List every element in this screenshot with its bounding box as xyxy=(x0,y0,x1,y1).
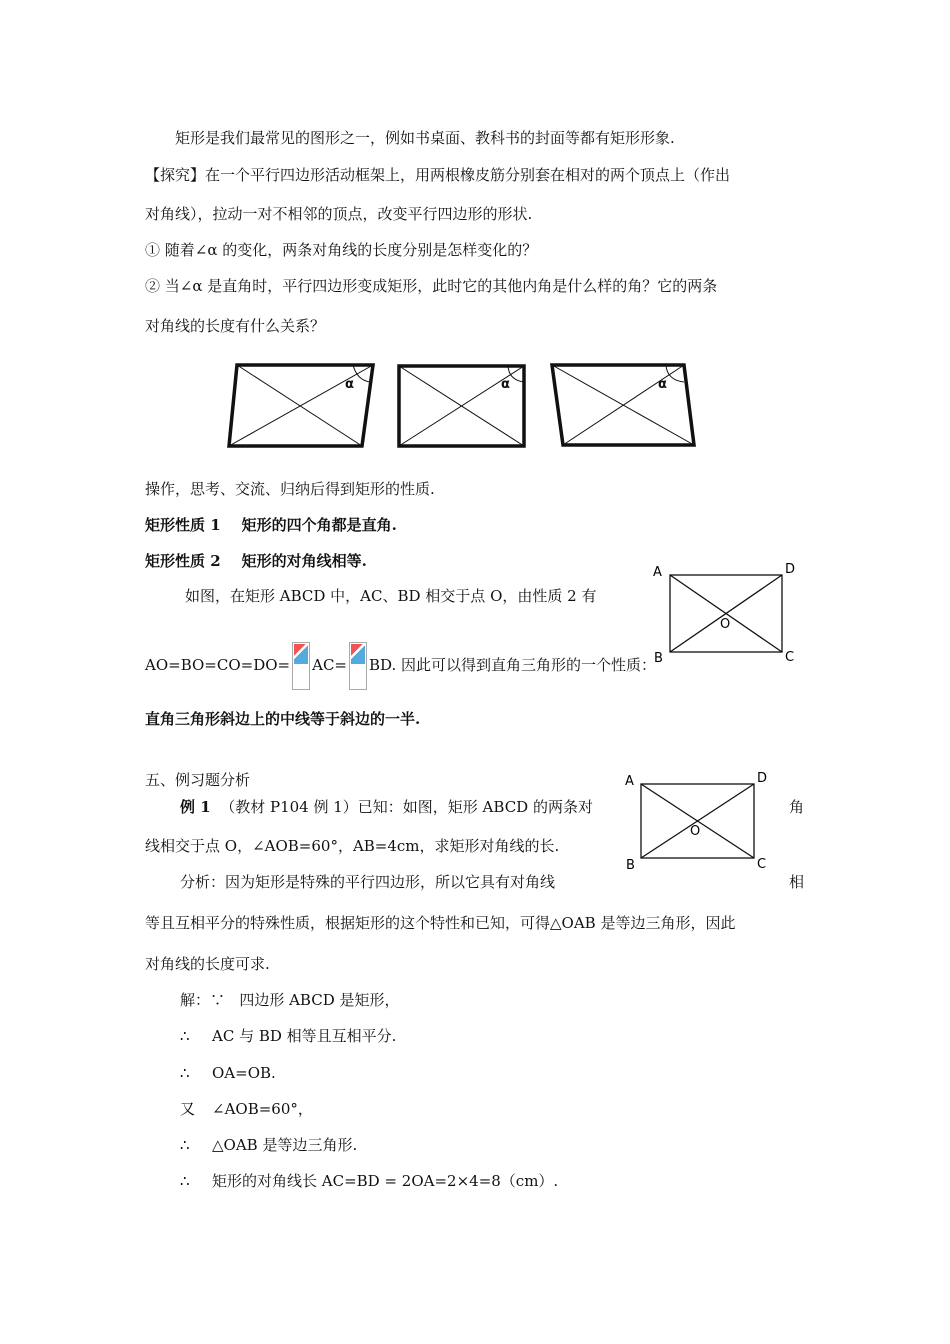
fraction-image-1 xyxy=(292,642,310,690)
label-A: A xyxy=(653,565,662,580)
question-1: ① 随着∠α 的变化，两条对角线的长度分别是怎样变化的？ xyxy=(145,241,538,259)
operate-text: 操作，思考、交流、归纳后得到矩形的性质. xyxy=(145,480,435,498)
solution-text: AC 与 BD 相等且互相平分. xyxy=(212,1027,397,1045)
section-title: 五、例习题分析 xyxy=(145,771,251,789)
property-1 xyxy=(145,515,397,535)
parallelogram-figures xyxy=(225,360,725,455)
eq-part-a: AO=BO=CO=DO= xyxy=(145,656,291,674)
solution-text: ∠AOB=60°， xyxy=(212,1100,313,1118)
analysis-line-1-end: 相 xyxy=(789,873,805,891)
solution-step-1 xyxy=(180,990,400,1010)
label-O: O xyxy=(720,617,731,632)
conclusion: 直角三角形斜边上的中线等于斜边的一半. xyxy=(145,710,421,728)
property-1-title: 矩形性质 1 xyxy=(145,516,221,534)
analysis-line-2: 等且互相平分的特殊性质，根据矩形的这个特性和已知，可得△OAB 是等边三角形，因此 xyxy=(145,914,736,932)
solution-step-3 xyxy=(180,1063,276,1083)
solution-symbol: 解：∵ xyxy=(180,991,226,1009)
parallelogram-figure-3 xyxy=(552,365,694,445)
solution-symbol: 又 xyxy=(180,1100,196,1118)
fraction-image-2 xyxy=(349,642,367,690)
parallelogram-figure-1 xyxy=(229,365,373,446)
label-A: A xyxy=(625,774,634,789)
label-D: D xyxy=(757,771,768,786)
label-O: O xyxy=(690,824,701,839)
eq-part-c: BD. 因此可以得到直角三角形的一个性质： xyxy=(369,656,657,674)
solution-step-5 xyxy=(180,1135,357,1155)
alpha-label-1: α xyxy=(345,377,354,392)
alpha-label-3: α xyxy=(658,377,667,392)
para-line-1: 如图，在矩形 ABCD 中，AC、BD 相交于点 O，由性质 2 有 xyxy=(185,587,597,605)
label-C: C xyxy=(785,650,795,665)
question-2b: 对角线的长度有什么关系？ xyxy=(145,317,326,335)
property-2-text: 矩形的对角线相等. xyxy=(241,552,367,570)
explore-line-1: 【探究】在一个平行四边形活动框架上，用两根橡皮筋分别套在相对的两个顶点上（作出 xyxy=(145,166,731,184)
example-line-1-end: 角 xyxy=(789,798,805,816)
eq-part-b: AC= xyxy=(312,656,347,674)
solution-text: 矩形的对角线长 AC=BD = 2OA=2×4=8（cm）. xyxy=(212,1172,559,1190)
analysis-line-3: 对角线的长度可求. xyxy=(145,955,270,973)
solution-step-4 xyxy=(180,1099,313,1119)
solution-text: 四边形 ABCD 是矩形， xyxy=(239,991,400,1009)
solution-symbol: ∴ xyxy=(180,1064,190,1082)
example-text-1: （教材 P104 例 1）已知：如图，矩形 ABCD 的两条对 xyxy=(220,798,593,816)
property-2-title: 矩形性质 2 xyxy=(145,552,221,570)
property-2 xyxy=(145,551,367,571)
example-label: 例 1 xyxy=(180,798,211,816)
property-1-text: 矩形的四个角都是直角. xyxy=(241,516,397,534)
para-equation xyxy=(145,640,656,690)
solution-step-2 xyxy=(180,1026,396,1046)
rectangle-figure-1 xyxy=(648,558,803,668)
question-2a: ② 当∠α 是直角时，平行四边形变成矩形，此时它的其他内角是什么样的角？它的两条 xyxy=(145,277,718,295)
label-B: B xyxy=(654,651,663,666)
label-D: D xyxy=(785,562,796,577)
intro-text: 矩形是我们最常见的图形之一，例如书桌面、教科书的封面等都有矩形形象. xyxy=(175,129,675,147)
rectangle-figure-2 xyxy=(620,767,775,877)
explore-line-2: 对角线），拉动一对不相邻的顶点，改变平行四边形的形状. xyxy=(145,205,533,223)
label-B: B xyxy=(626,858,635,873)
analysis-line-1: 分析：因为矩形是特殊的平行四边形，所以它具有对角线 xyxy=(180,873,556,891)
label-C: C xyxy=(757,857,767,872)
solution-symbol: ∴ xyxy=(180,1027,190,1045)
solution-symbol: ∴ xyxy=(180,1172,190,1190)
solution-text: OA=OB. xyxy=(212,1064,276,1082)
alpha-label-2: α xyxy=(501,377,510,392)
parallelogram-figure-2 xyxy=(399,366,524,446)
example-line-2: 线相交于点 O，∠AOB=60°，AB=4cm，求矩形对角线的长. xyxy=(145,837,560,855)
solution-text: △OAB 是等边三角形. xyxy=(212,1136,358,1154)
example-line-1 xyxy=(180,797,593,817)
solution-step-6 xyxy=(180,1171,558,1191)
solution-symbol: ∴ xyxy=(180,1136,190,1154)
